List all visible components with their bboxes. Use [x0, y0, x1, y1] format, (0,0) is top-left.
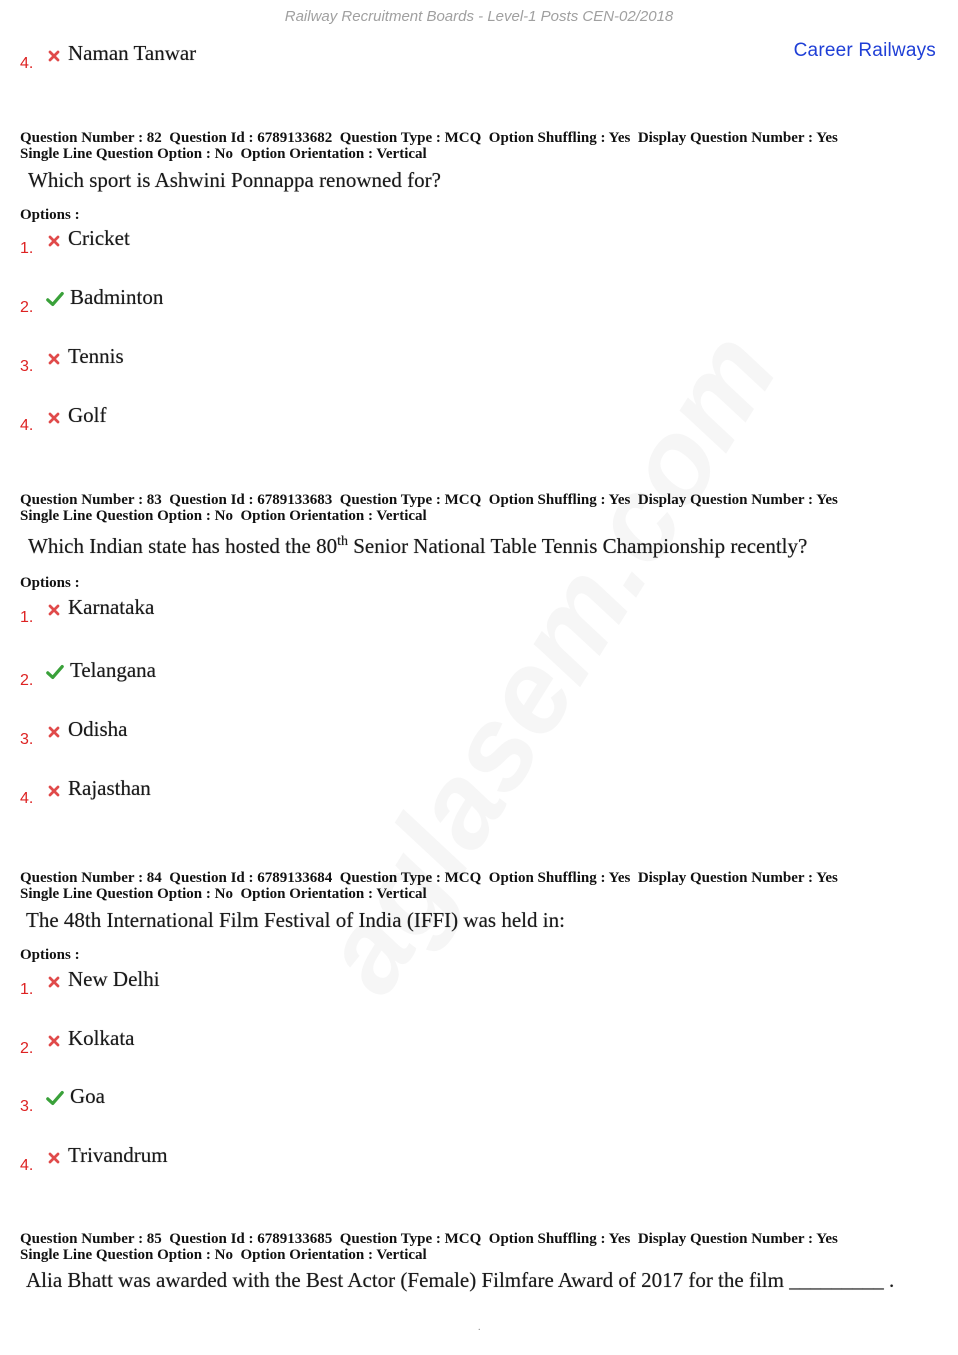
- option-text: New Delhi: [68, 967, 160, 991]
- question-82-text: Which sport is Ashwini Ponnappa renowned for?: [28, 168, 441, 192]
- question-82-options-label: Options :: [20, 207, 80, 223]
- cross-icon: [44, 1033, 64, 1049]
- question-82-option-3: [20, 345, 124, 375]
- option-number: 3.: [20, 1098, 34, 1115]
- option-number: 4.: [20, 790, 34, 807]
- question-83-text: [28, 534, 807, 559]
- question-82-meta-line2: Single Line Question Option : No Option Orientation : Vertical: [20, 146, 427, 162]
- option-number: 2.: [20, 299, 34, 316]
- question-83-options-label: Options :: [20, 575, 80, 591]
- question-84-option-4: [20, 1144, 168, 1174]
- footer-dot: .: [478, 1322, 481, 1333]
- question-83-text-sup: th: [337, 534, 348, 549]
- option-number: 1.: [20, 981, 34, 998]
- cross-icon: [44, 351, 64, 367]
- question-83-option-4: [20, 777, 151, 807]
- cross-icon: [44, 602, 64, 618]
- option-number: 1.: [20, 240, 34, 257]
- option-text: Goa: [70, 1084, 105, 1108]
- question-83-meta-line1: Question Number : 83 Question Id : 6789133683 Question Type : MCQ Option Shuffling : Yes Display Question Number : Yes: [20, 492, 838, 508]
- option-text: Kolkata: [68, 1026, 135, 1050]
- option-text: Rajasthan: [68, 776, 151, 800]
- cross-icon: [44, 48, 64, 64]
- brand-label: Career Railways: [793, 40, 936, 61]
- check-icon: [44, 1089, 66, 1107]
- option-number: 4.: [20, 55, 34, 72]
- cross-icon: [44, 974, 64, 990]
- option-number: 3.: [20, 731, 34, 748]
- question-84-option-3: [20, 1085, 105, 1115]
- question-82-option-4: [20, 404, 107, 434]
- option-number: 2.: [20, 1040, 34, 1057]
- question-83-text-pre: Which Indian state has hosted the 80: [28, 534, 338, 558]
- question-83-meta-line2: Single Line Question Option : No Option Orientation : Vertical: [20, 508, 427, 524]
- question-85-text: Alia Bhatt was awarded with the Best Actor (Female) Filmfare Award of 2017 for the film _________ .: [26, 1268, 895, 1292]
- option-text: Telangana: [70, 658, 156, 682]
- option-text: Cricket: [68, 226, 130, 250]
- option-text: Naman Tanwar: [68, 41, 197, 65]
- question-83-option-2: [20, 659, 156, 689]
- question-84-text: The 48th International Film Festival of India (IFFI) was held in:: [26, 908, 565, 932]
- option-text: Tennis: [68, 344, 124, 368]
- question-82-meta-line1: Question Number : 82 Question Id : 6789133682 Question Type : MCQ Option Shuffling : Yes Display Question Number : Yes: [20, 130, 838, 146]
- option-text: Badminton: [70, 285, 164, 309]
- option-number: 4.: [20, 1157, 34, 1174]
- option-text: Golf: [68, 403, 107, 427]
- option-text: Trivandrum: [68, 1143, 168, 1167]
- option-number: 4.: [20, 417, 34, 434]
- check-icon: [44, 290, 66, 308]
- question-84-options-label: Options :: [20, 947, 80, 963]
- question-85-meta-line1: Question Number : 85 Question Id : 6789133685 Question Type : MCQ Option Shuffling : Yes Display Question Number : Yes: [20, 1231, 838, 1247]
- check-icon: [44, 663, 66, 681]
- option-number: 3.: [20, 358, 34, 375]
- previous-option-4: [20, 42, 196, 72]
- question-83-text-post: Senior National Table Tennis Championship recently?: [347, 534, 808, 558]
- option-number: 1.: [20, 609, 34, 626]
- cross-icon: [44, 233, 64, 249]
- question-82-option-2: [20, 286, 163, 316]
- cross-icon: [44, 724, 64, 740]
- question-84-meta-line1: Question Number : 84 Question Id : 6789133684 Question Type : MCQ Option Shuffling : Yes Display Question Number : Yes: [20, 870, 838, 886]
- question-83-option-3: [20, 718, 128, 748]
- question-84-option-1: [20, 968, 160, 998]
- question-82-option-1: [20, 227, 130, 257]
- cross-icon: [44, 1150, 64, 1166]
- page-header-title: Railway Recruitment Boards - Level-1 Posts CEN-02/2018: [284, 8, 674, 25]
- option-text: Karnataka: [68, 595, 155, 619]
- question-84-option-2: [20, 1027, 134, 1057]
- question-85-meta-line2: Single Line Question Option : No Option Orientation : Vertical: [20, 1247, 427, 1263]
- question-83-option-1: [20, 596, 154, 626]
- question-84-meta-line2: Single Line Question Option : No Option Orientation : Vertical: [20, 886, 427, 902]
- option-number: 2.: [20, 672, 34, 689]
- cross-icon: [44, 783, 64, 799]
- option-text: Odisha: [68, 717, 128, 741]
- cross-icon: [44, 410, 64, 426]
